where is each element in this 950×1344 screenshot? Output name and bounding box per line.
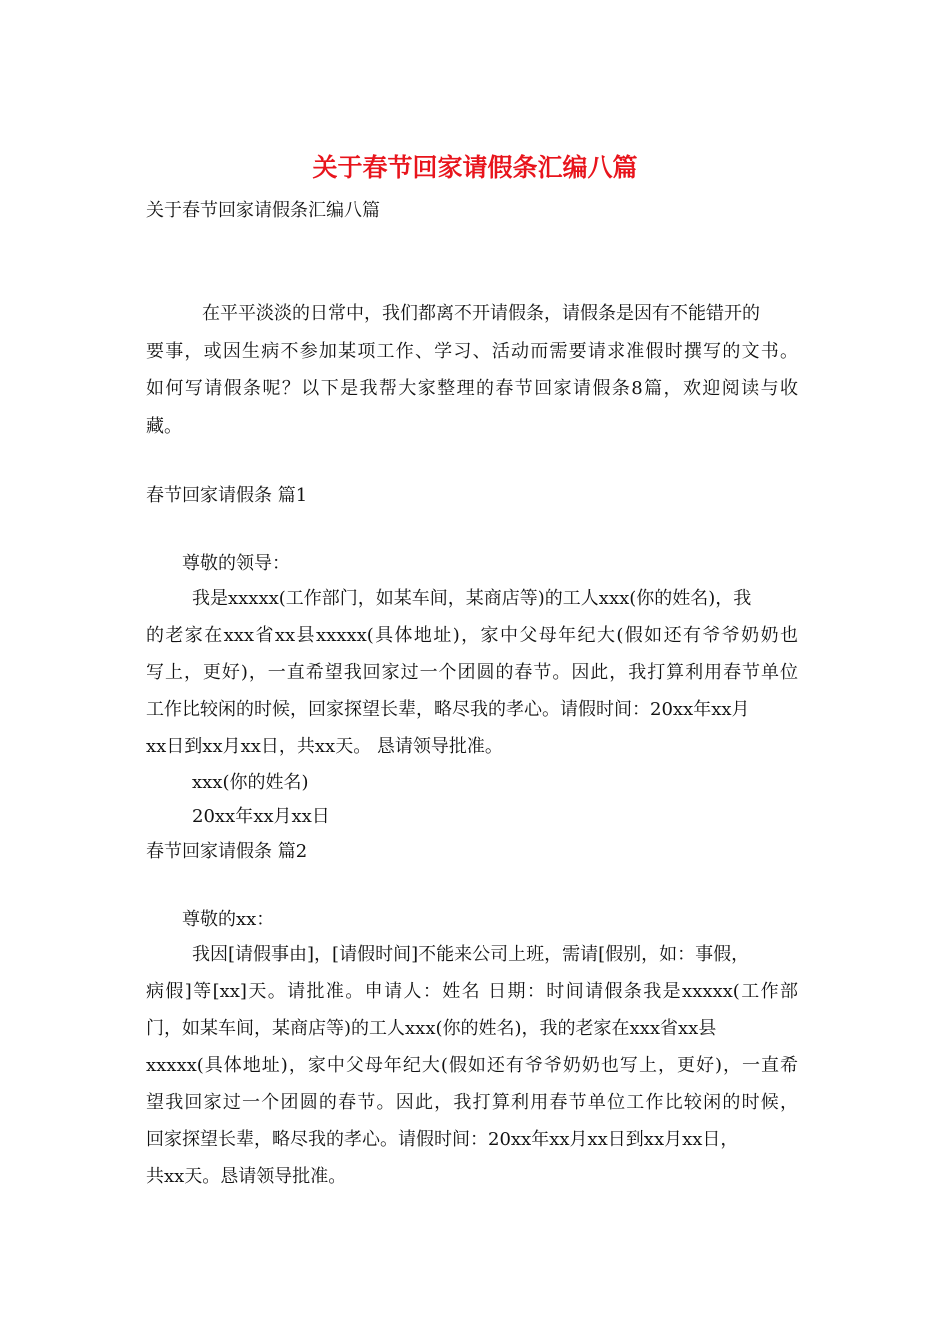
section2-body-line-3: 门，如某车间，某商店等)的工人xxx(你的姓名)，我的老家在xxx省xx县 bbox=[146, 1018, 717, 1039]
intro-line-1: 在平平淡淡的日常中，我们都离不开请假条，请假条是因有不能错开的 bbox=[202, 303, 760, 324]
section1-body-line-4: 工作比较闲的时候，回家探望长辈，略尽我的孝心。请假时间：20xx年xx月 bbox=[146, 699, 750, 720]
section1-body-line-5: xx日到xx月xx日，共xx天。 恳请领导批准。 bbox=[146, 736, 503, 757]
section1-signature: xxx(你的姓名) bbox=[192, 772, 309, 793]
section2-body-line-7: 共xx天。恳请领导批准。 bbox=[146, 1166, 347, 1187]
section2-body-line-5: 望我回家过一个团圆的春节。因此，我打算利用春节单位工作比较闲的时候， bbox=[146, 1092, 798, 1113]
section1-heading: 春节回家请假条 篇1 bbox=[146, 485, 308, 506]
section2-body-line-2: 病假]等[xx]天。请批准。申请人：姓名 日期：时间请假条我是xxxxx(工作部 bbox=[146, 981, 798, 1002]
section2-salutation: 尊敬的xx： bbox=[182, 909, 275, 930]
document-title: 关于春节回家请假条汇编八篇 bbox=[312, 153, 638, 182]
section2-body-line-6: 回家探望长辈，略尽我的孝心。请假时间：20xx年xx月xx日到xx月xx日， bbox=[146, 1129, 739, 1150]
section2-heading: 春节回家请假条 篇2 bbox=[146, 841, 308, 862]
section2-body-line-1: 我因[请假事由]，[请假时间]不能来公司上班，需请[假别，如：事假， bbox=[192, 944, 750, 965]
section2-body-line-4: xxxxx(具体地址)，家中父母年纪大(假如还有爷爷奶奶也写上，更好)，一直希 bbox=[146, 1055, 798, 1076]
document-subtitle: 关于春节回家请假条汇编八篇 bbox=[146, 200, 380, 221]
section1-body-line-3: 写上，更好)，一直希望我回家过一个团圆的春节。因此，我打算利用春节单位 bbox=[146, 662, 798, 683]
section1-salutation: 尊敬的领导： bbox=[182, 553, 290, 574]
section1-date: 20xx年xx月xx日 bbox=[192, 806, 330, 827]
intro-line-2: 要事，或因生病不参加某项工作、学习、活动而需要请求准假时撰写的文书。 bbox=[146, 341, 798, 362]
section1-body-line-1: 我是xxxxx(工作部门，如某车间，某商店等)的工人xxx(你的姓名)，我 bbox=[192, 588, 752, 609]
intro-line-4: 藏。 bbox=[146, 416, 182, 437]
intro-line-3: 如何写请假条呢？以下是我帮大家整理的春节回家请假条8篇，欢迎阅读与收 bbox=[146, 378, 798, 399]
section1-body-line-2: 的老家在xxx省xx县xxxxx(具体地址)，家中父母年纪大(假如还有爷爷奶奶也 bbox=[146, 625, 798, 646]
